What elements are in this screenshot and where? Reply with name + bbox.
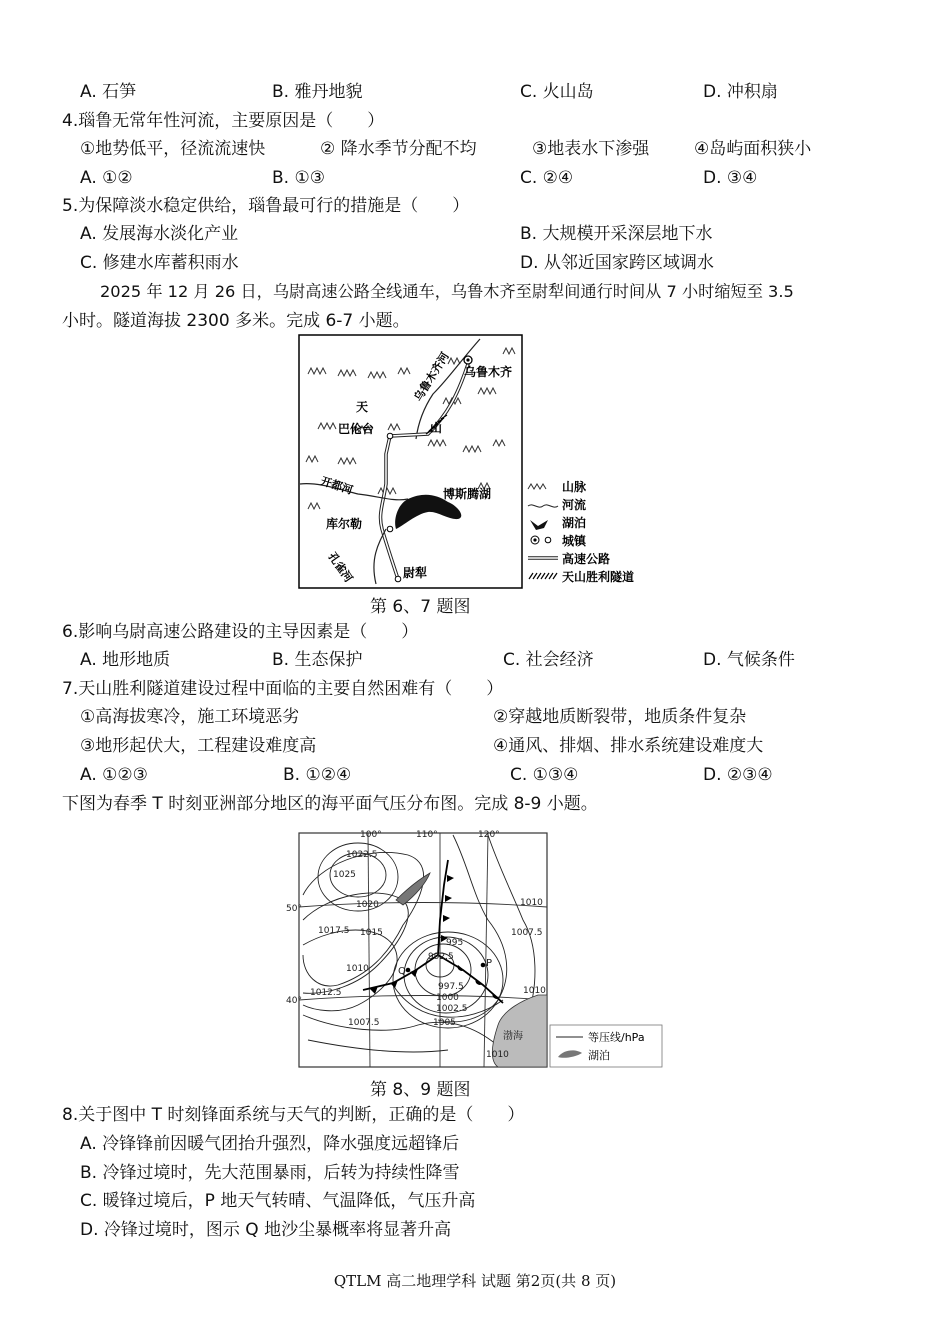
q4-stem: 4.瑙鲁无常年性河流，主要原因是（ ）: [62, 111, 385, 131]
point-q-label: Q: [398, 966, 406, 977]
q4-item-4: ④岛屿面积狭小: [694, 139, 812, 159]
label-yuli: 尉犁: [403, 566, 428, 580]
q5-stem: 5.为保障淡水稳定供给，瑙鲁最可行的措施是（ ）: [62, 196, 470, 216]
q5-option-a: A. 发展海水淡化产业: [80, 224, 239, 244]
q8-stem: 8.关于图中 T 时刻锋面系统与天气的判断，正确的是（ ）: [62, 1105, 525, 1125]
q8-option-c: C. 暖锋过境后，P 地天气转晴、气温降低，气压升高: [80, 1191, 476, 1211]
lon-110: 110°: [416, 830, 438, 840]
q4-option-d: D. ③④: [703, 168, 758, 188]
q6-option-a: A. 地形地质: [80, 650, 171, 670]
q4-option-c: C. ②④: [520, 168, 574, 188]
isobar-1007-5-e: 1007.5: [511, 928, 543, 938]
korla-town-icon: [387, 526, 393, 532]
point-q-marker: [406, 968, 411, 973]
isobar-992-5: 992.5: [428, 952, 454, 962]
q6-stem: 6.影响乌尉高速公路建设的主导因素是（ ）: [62, 622, 419, 642]
pressure-map: [286, 825, 663, 1069]
label-shan: 山: [430, 421, 443, 435]
isobar-1022-5: 1022.5: [346, 850, 378, 860]
legend-tunnel: 天山胜利隧道: [562, 570, 635, 584]
isobar-1015: 1015: [360, 928, 383, 938]
q4-option-a: A. ①②: [80, 168, 133, 188]
isobar-1010-e: 1010: [520, 898, 543, 908]
intro-6-7-line1: 2025 年 12 月 26 日，乌尉高速公路全线通车，乌鲁木齐至尉犁间通行时间从 7 小时缩短至 3.5: [100, 282, 794, 301]
q7-item-1: ①高海拔寒冷，施工环境恶劣: [80, 707, 300, 727]
isobar-1002-5: 1002.5: [436, 1004, 468, 1014]
isobar-1000: 1000: [436, 993, 459, 1003]
label-kongque-river: 孔雀河: [325, 550, 356, 585]
legend-town: 城镇: [562, 534, 587, 548]
q4-item-3: ③地表水下渗强: [532, 139, 650, 159]
q3-option-d: D. 冲积扇: [703, 82, 778, 102]
legend-highway: 高速公路: [562, 552, 611, 566]
isobar-1007-5-w: 1007.5: [348, 1018, 380, 1028]
map1-legend: [528, 480, 634, 584]
q7-item-4: ④通风、排烟、排水系统建设难度大: [493, 736, 764, 756]
q7-item-3: ③地形起伏大，工程建设难度高: [80, 736, 317, 756]
map2-caption: 第 8、9 题图: [370, 1080, 471, 1100]
legend-lake: 湖泊: [562, 516, 587, 530]
lat-50: 50°: [286, 904, 302, 914]
baluntai-town-icon: [387, 433, 393, 439]
isobar-1005: 1005: [433, 1018, 456, 1028]
point-p-label: P: [486, 958, 493, 969]
legend-isobar: 等压线/hPa: [588, 1031, 645, 1044]
map2-legend: [550, 1025, 662, 1067]
isobar-1012-5: 1012.5: [310, 988, 342, 998]
legend-mountain: 山脉: [562, 480, 587, 494]
sea-label: 渤海: [503, 1031, 523, 1042]
q6-option-c: C. 社会经济: [503, 650, 594, 670]
q7-stem: 7.天山胜利隧道建设过程中面临的主要自然困难有（ ）: [62, 679, 504, 699]
label-tian: 天: [356, 400, 369, 414]
q5-option-c: C. 修建水库蓄积雨水: [80, 253, 239, 273]
label-kaidu-river: 开都河: [319, 474, 355, 498]
isobar-1020: 1020: [356, 900, 379, 910]
isobar-995: 995: [446, 938, 464, 948]
q7-item-2: ②穿越地质断裂带，地质条件复杂: [493, 707, 747, 727]
q3-option-b: B. 雅丹地貌: [272, 82, 363, 102]
isobar-997-5: 997.5: [438, 982, 464, 992]
isobar-1010-se: 1010: [486, 1050, 509, 1060]
q8-option-a: A. 冷锋锋前因暖气团抬升强烈，降水强度远超锋后: [80, 1134, 460, 1154]
q3-option-a: A. 石笋: [80, 82, 137, 102]
isobar-1010-w: 1010: [346, 964, 369, 974]
q4-option-b: B. ①③: [272, 168, 325, 188]
label-baluntai: 巴伦台: [338, 422, 375, 436]
isobar-1010-ne: 1010: [523, 986, 546, 996]
label-korla: 库尔勒: [326, 517, 363, 531]
label-bosten-lake: 博斯腾湖: [443, 487, 492, 501]
isobar-1025: 1025: [333, 870, 356, 880]
lat-40: 40°: [286, 996, 302, 1006]
map1-caption: 第 6、7 题图: [370, 597, 471, 617]
label-urumqi-river: 乌鲁木齐河: [411, 350, 452, 404]
q8-option-b: B. 冷锋过境时，先大范围暴雨，后转为持续性降雪: [80, 1163, 460, 1183]
q7-option-c: C. ①③④: [510, 765, 579, 785]
urumqi-yuli-map: [298, 334, 656, 590]
yuli-town-icon: [395, 576, 401, 582]
q7-option-a: A. ①②③: [80, 765, 148, 785]
legend-river: 河流: [562, 498, 587, 512]
q7-option-b: B. ①②④: [283, 765, 352, 785]
q5-option-b: B. 大规模开采深层地下水: [520, 224, 713, 244]
q4-item-1: ①地势低平，径流流速快: [80, 139, 266, 159]
lon-120: 120°: [478, 830, 500, 840]
q7-option-d: D. ②③④: [703, 765, 773, 785]
legend-lake2: 湖泊: [588, 1049, 610, 1062]
q6-option-d: D. 气候条件: [703, 650, 795, 670]
lon-100: 100°: [360, 830, 382, 840]
intro-6-7-line2: 小时。隧道海拔 2300 多米。完成 6-7 小题。: [62, 311, 410, 331]
label-urumqi: 乌鲁木齐: [464, 365, 513, 379]
intro-8-9: 下图为春季 T 时刻亚洲部分地区的海平面气压分布图。完成 8-9 小题。: [62, 794, 598, 814]
q4-item-2: ② 降水季节分配不均: [320, 139, 477, 159]
q5-option-d: D. 从邻近国家跨区域调水: [520, 253, 714, 273]
q3-option-c: C. 火山岛: [520, 82, 594, 102]
point-p-marker: [481, 963, 486, 968]
q6-option-b: B. 生态保护: [272, 650, 363, 670]
page-footer: QTLM 高二地理学科 试题 第2页(共 8 页): [333, 1272, 617, 1290]
q8-option-d: D. 冷锋过境时，图示 Q 地沙尘暴概率将显著升高: [80, 1220, 452, 1240]
isobar-1017-5: 1017.5: [318, 926, 350, 936]
